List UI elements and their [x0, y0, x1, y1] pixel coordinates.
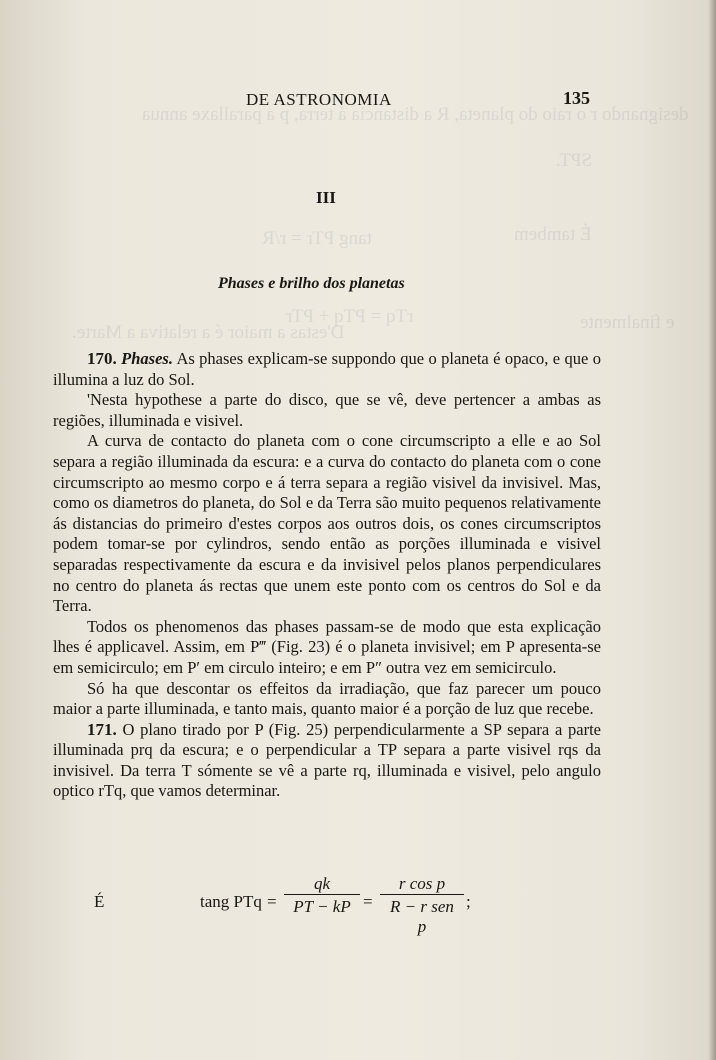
- paragraph: [53, 679, 601, 720]
- formula: [90, 874, 610, 934]
- fraction-numerator: r cos p: [398, 874, 446, 893]
- formula-lead: É: [94, 892, 105, 911]
- paragraph: [53, 349, 601, 390]
- running-head: DE ASTRONOMIA: [246, 90, 392, 109]
- show-through-line: SPT.: [556, 150, 593, 171]
- fraction-denominator: R − r sen p: [380, 894, 464, 937]
- page-number: 135: [563, 88, 590, 108]
- paragraph-text: Só ha que descontar os effeitos da irradiação, que faz parecer um pouco maior a parte illuminada, e tanto mais, quanto maior é a porção de luz que recebe.: [53, 678, 601, 719]
- show-through-line: D'estas a maior é a relativa a Marte.: [72, 322, 345, 343]
- paragraph: [53, 617, 601, 679]
- fraction-numerator: qk: [313, 874, 331, 893]
- show-through-line: É tambem: [514, 224, 592, 245]
- show-through-line: designando r o raio do planeta, R a distancia á terra, p a parallaxe annua: [142, 104, 689, 125]
- paragraph-text: O plano tirado por P (Fig. 25) perpendicularmente a SP separa a parte illuminada prq da escura; e o perpendicular a TP separa a parte visivel rqs da invisivel. Da terra T sómente se vê a parte rq, illuminada e visivel, pelo angulo optico rTq, que vamos determinar.: [53, 719, 601, 801]
- fraction-denominator: PT − kP: [284, 894, 360, 917]
- paragraph-text: A curva de contacto do planeta com o cone circumscripto a elle e ao Sol separa a região illuminada da escura: e a curva do contacto do planeta com o cone circumscripto ao mesmo corpo e á terra separa a região visivel da invisivel. Mas, como os diametros do planeta, do Sol e da Terra são muito pequenos relativamente ás distancias do primeiro d'estes corpos aos outros dois, os cones circumscriptos podem tomar-se por cylindros, sendo então as porções illuminada e visivel separadas respectivamente da escura e da invisivel pelos planos perpendiculares no centro do planeta ás rectas que unem este ponto com os centros do Sol e da Terra.: [53, 431, 601, 616]
- fraction: [380, 874, 464, 937]
- paragraph-keyword: Phases.: [121, 349, 173, 368]
- paragraph-number: 170.: [87, 349, 117, 368]
- paragraph-number: 171.: [87, 719, 117, 739]
- formula-end: ;: [466, 892, 471, 911]
- equals-sign: =: [267, 892, 277, 911]
- paragraph-text: 'Nesta hypothese a parte do disco, que se vê, deve pertencer a ambas as regiões, illuminada e visivel.: [53, 390, 601, 430]
- section-numeral: III: [316, 188, 336, 207]
- paragraph-text: As phases explicam-se suppondo que o planeta é opaco, e que o illumina a luz do Sol.: [53, 349, 601, 389]
- paragraph-text: Todos os phenomenos das phases passam-se de modo que esta explicação lhes é applicavel. Assim, em P‴ (Fig. 23) é o planeta invisivel; em P apresenta-se em semicirculo; em P′ em circulo inteiro; e em P″ outra vez em semicirculo.: [53, 616, 601, 677]
- page-edge-shadow: [708, 0, 716, 1060]
- formula-lhs: tang PTq: [200, 892, 262, 911]
- show-through-line: e finalmente: [580, 312, 675, 333]
- body-text: [53, 349, 601, 802]
- equals-sign: =: [363, 892, 373, 911]
- paragraph: [53, 720, 601, 802]
- show-through-line: rTq = PTq + PTr: [286, 306, 414, 327]
- paragraph: [53, 431, 601, 616]
- fraction: [284, 874, 360, 917]
- paragraph: [53, 390, 601, 431]
- show-through-line: tang PTr = r/R: [262, 228, 372, 249]
- section-title: Phases e brilho dos planetas: [218, 275, 405, 292]
